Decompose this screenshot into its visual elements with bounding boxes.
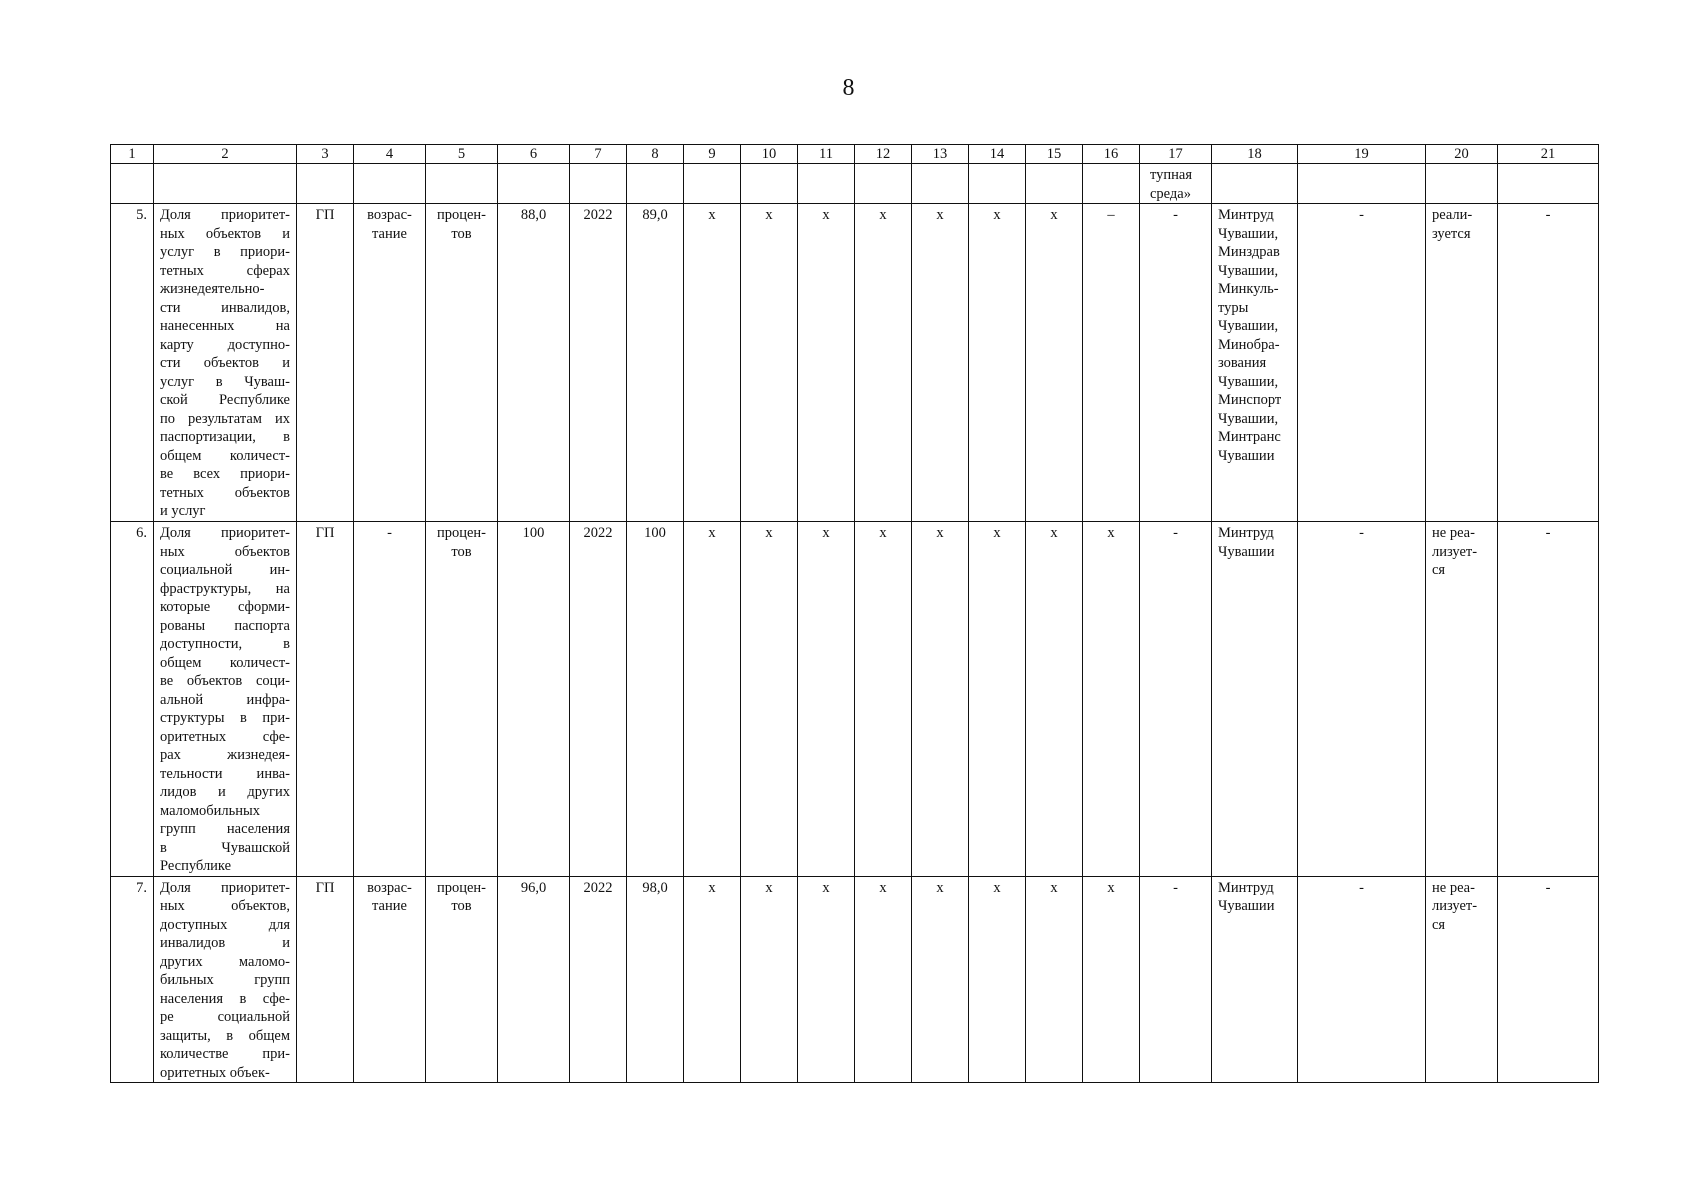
column-number-cell: 6 (498, 145, 570, 164)
cell-line: карту доступно- (160, 336, 290, 353)
cell-line: ных объектов и (160, 225, 290, 242)
cell-line: Минкуль- (1218, 281, 1279, 297)
cell-line: Республике (160, 858, 232, 874)
status-cell (1426, 522, 1498, 877)
continuation-cell (354, 164, 426, 204)
trend-cell (354, 876, 426, 1083)
cell-line: Чувашии, (1218, 225, 1279, 242)
continuation-cell (1426, 164, 1498, 204)
trend-cell (354, 522, 426, 877)
cell-line: Минтруд (1218, 525, 1274, 541)
cell-line: услуг в Чуваш- (160, 373, 290, 390)
program-type-cell: ГП (297, 522, 354, 877)
continuation-cell (912, 164, 969, 204)
column-number-cell: 16 (1083, 145, 1140, 164)
column-number-cell: 8 (627, 145, 684, 164)
table-row (111, 522, 1599, 877)
value-cell: х (684, 522, 741, 877)
value-cell: - (1140, 876, 1212, 1083)
value-cell: х (969, 522, 1026, 877)
value-cell: - (1498, 522, 1599, 877)
value-cell: х (798, 204, 855, 522)
cell-line: ской Республике (160, 392, 290, 408)
continuation-cell (1298, 164, 1426, 204)
value-cell: - (1498, 204, 1599, 522)
continuation-cell (741, 164, 798, 204)
value-cell: х (1026, 876, 1083, 1083)
column-number-cell: 14 (969, 145, 1026, 164)
cell-line: не реа- (1432, 525, 1475, 541)
cell-line: фраструктуры, на (160, 580, 290, 597)
value-cell: - (1298, 522, 1426, 877)
indicator-name-cell (154, 876, 297, 1083)
cell-line: доступности, в (160, 636, 290, 652)
value-cell: х (969, 876, 1026, 1083)
row-number-cell: 5. (111, 204, 154, 522)
cell-line: оритетных объек- (160, 1064, 270, 1081)
cell-line: Чувашии (1218, 898, 1275, 914)
continuation-cell (1140, 164, 1212, 204)
column-number-cell: 19 (1298, 145, 1426, 164)
continuation-cell (154, 164, 297, 204)
value-cell: - (1498, 876, 1599, 1083)
base-value-cell: 88,0 (498, 204, 570, 522)
cell-line: групп населения (160, 821, 290, 837)
value-cell: х (912, 876, 969, 1083)
value-cell: х (798, 876, 855, 1083)
cell-line: услуг в приори- (160, 244, 290, 260)
cell-line: инвалидов и (160, 935, 290, 951)
cell-line: возрас- (367, 207, 412, 223)
cell-line: общем количест- (160, 654, 290, 671)
cell-line: сти объектов и (160, 355, 290, 371)
value-cell: х (912, 204, 969, 522)
continuation-cell (1083, 164, 1140, 204)
cell-line: Чувашии, (1218, 410, 1279, 427)
cell-line: тов (451, 543, 472, 560)
cell-line: которые сформи- (160, 599, 290, 615)
row-number-cell: 6. (111, 522, 154, 877)
column-number-cell: 1 (111, 145, 154, 164)
trend-cell (354, 204, 426, 522)
responsible-cell (1212, 522, 1298, 877)
cell-line: Чувашии, (1218, 318, 1279, 334)
cell-line: населения в сфе- (160, 990, 290, 1007)
value-cell: х (855, 876, 912, 1083)
cell-line: туры (1218, 299, 1249, 316)
value-cell: х (798, 522, 855, 877)
cell-line: защиты, в общем (160, 1027, 290, 1044)
cell-line: общем количест- (160, 447, 290, 464)
unit-cell (426, 876, 498, 1083)
value-cell: - (1140, 522, 1212, 877)
unit-cell (426, 522, 498, 877)
column-number-cell: 20 (1426, 145, 1498, 164)
program-type-cell: ГП (297, 204, 354, 522)
cell-line: тупная (1150, 167, 1193, 183)
continuation-cell (570, 164, 627, 204)
value-cell: х (912, 522, 969, 877)
cell-line: тельности инва- (160, 765, 290, 782)
column-number-cell: 3 (297, 145, 354, 164)
cell-line: Чувашии (1218, 543, 1275, 560)
value-cell: - (1298, 876, 1426, 1083)
cell-line: доступных для (160, 916, 290, 933)
cell-line: бильных групп (160, 972, 290, 988)
cell-line: альной инфра- (160, 691, 290, 708)
column-number-cell: 13 (912, 145, 969, 164)
cell-line: Минтруд (1218, 879, 1274, 896)
cell-line: тов (451, 898, 472, 914)
cell-line: Минобра- (1218, 336, 1280, 353)
target-value-cell: 89,0 (627, 204, 684, 522)
cell-line: паспортизации, в (160, 429, 290, 445)
value-cell: х (855, 204, 912, 522)
value-cell: х (1083, 876, 1140, 1083)
continuation-cell (627, 164, 684, 204)
indicator-name-cell (154, 522, 297, 877)
cell-line: Минтруд (1218, 207, 1274, 223)
program-type-cell: ГП (297, 876, 354, 1083)
value-cell: х (684, 204, 741, 522)
column-number-cell: 2 (154, 145, 297, 164)
continuation-cell (297, 164, 354, 204)
row-number-cell: 7. (111, 876, 154, 1083)
cell-line: сти инвалидов, (160, 299, 290, 316)
cell-line: жизнедеятельно- (160, 281, 265, 297)
cell-line: социальной ин- (160, 562, 290, 578)
value-cell: х (741, 204, 798, 522)
value-cell: х (1026, 522, 1083, 877)
column-number-cell: 15 (1026, 145, 1083, 164)
cell-line: маломобильных (160, 802, 261, 819)
cell-line: - (387, 525, 392, 541)
value-cell: х (684, 876, 741, 1083)
table-row (111, 204, 1599, 522)
cell-line: Чувашии (1218, 447, 1275, 464)
column-number-cell: 18 (1212, 145, 1298, 164)
value-cell: – (1083, 204, 1140, 522)
column-number-cell: 9 (684, 145, 741, 164)
unit-cell (426, 204, 498, 522)
table-row (111, 876, 1599, 1083)
cell-line: тание (372, 898, 407, 914)
page-number: 8 (842, 75, 855, 101)
value-cell: х (741, 876, 798, 1083)
cell-line: в Чувашской (160, 839, 290, 856)
cell-line: ных объектов (160, 543, 290, 560)
continuation-cell (1212, 164, 1298, 204)
value-cell: - (1140, 204, 1212, 522)
cell-line: Доля приоритет- (160, 879, 290, 896)
cell-line: лидов и других (160, 784, 290, 800)
cell-line: Минтранс (1218, 429, 1281, 445)
value-cell: - (1298, 204, 1426, 522)
cell-line: тов (451, 225, 472, 242)
cell-line: процен- (436, 525, 487, 541)
cell-line: ве объектов соци- (160, 673, 290, 689)
cell-line: структуры в при- (160, 710, 290, 726)
value-cell: х (969, 204, 1026, 522)
continuation-row (111, 164, 1599, 204)
cell-line: Минспорт (1218, 392, 1282, 408)
continuation-cell (1498, 164, 1599, 204)
year-cell: 2022 (570, 204, 627, 522)
column-number-cell: 17 (1140, 145, 1212, 164)
cell-line: тетных сферах (160, 262, 290, 279)
column-number-cell: 10 (741, 145, 798, 164)
base-value-cell: 96,0 (498, 876, 570, 1083)
value-cell: х (855, 522, 912, 877)
cell-line: рах жизнедея- (160, 747, 290, 763)
continuation-cell (969, 164, 1026, 204)
continuation-cell (1026, 164, 1083, 204)
status-cell (1426, 876, 1498, 1083)
cell-line: не реа- (1432, 879, 1475, 896)
column-number-cell: 5 (426, 145, 498, 164)
value-cell: х (1083, 522, 1140, 877)
year-cell: 2022 (570, 876, 627, 1083)
responsible-cell (1212, 876, 1298, 1083)
column-number-cell: 11 (798, 145, 855, 164)
column-number-cell: 12 (855, 145, 912, 164)
cell-line: и услуг (160, 503, 206, 519)
continuation-cell (111, 164, 154, 204)
cell-line: ся (1432, 916, 1446, 933)
cell-line: тетных объектов (160, 484, 290, 501)
cell-line: Чувашии, (1218, 373, 1279, 390)
column-number-cell: 7 (570, 145, 627, 164)
cell-line: возрас- (367, 879, 412, 896)
cell-line: ре социальной (160, 1009, 290, 1025)
cell-line: ве всех приори- (160, 466, 290, 482)
cell-line: оритетных сфе- (160, 728, 290, 745)
cell-line: тание (372, 225, 407, 242)
cell-line: лизует- (1432, 543, 1478, 560)
column-number-cell: 4 (354, 145, 426, 164)
cell-line: реали- (1432, 207, 1473, 223)
indicator-name-cell (154, 204, 297, 522)
cell-line: процен- (436, 879, 487, 896)
cell-line: процен- (436, 207, 487, 223)
cell-line: лизует- (1432, 898, 1478, 914)
status-cell (1426, 204, 1498, 522)
cell-line: рованы паспорта (160, 617, 290, 634)
continuation-cell (498, 164, 570, 204)
indicators-table (110, 144, 1599, 1083)
cell-line: Доля приоритет- (160, 525, 290, 541)
year-cell: 2022 (570, 522, 627, 877)
continuation-cell (798, 164, 855, 204)
cell-line: нанесенных на (160, 318, 290, 334)
cell-line: количестве при- (160, 1046, 290, 1062)
value-cell: х (741, 522, 798, 877)
continuation-cell (426, 164, 498, 204)
cell-line: ся (1432, 562, 1446, 578)
cell-line: по результатам их (160, 410, 290, 427)
base-value-cell: 100 (498, 522, 570, 877)
cell-line: Чувашии, (1218, 262, 1279, 279)
responsible-cell (1212, 204, 1298, 522)
cell-line: зуется (1432, 225, 1471, 242)
continuation-cell (855, 164, 912, 204)
column-number-cell: 21 (1498, 145, 1599, 164)
cell-line: других маломо- (160, 953, 290, 970)
target-value-cell: 100 (627, 522, 684, 877)
cell-line: ных объектов, (160, 898, 290, 914)
cell-line: Минздрав (1218, 244, 1280, 260)
column-number-row (111, 145, 1599, 164)
cell-line: среда» (1150, 185, 1191, 202)
continuation-cell (684, 164, 741, 204)
target-value-cell: 98,0 (627, 876, 684, 1083)
cell-line: Доля приоритет- (160, 207, 290, 223)
value-cell: х (1026, 204, 1083, 522)
cell-line: зования (1218, 355, 1267, 371)
